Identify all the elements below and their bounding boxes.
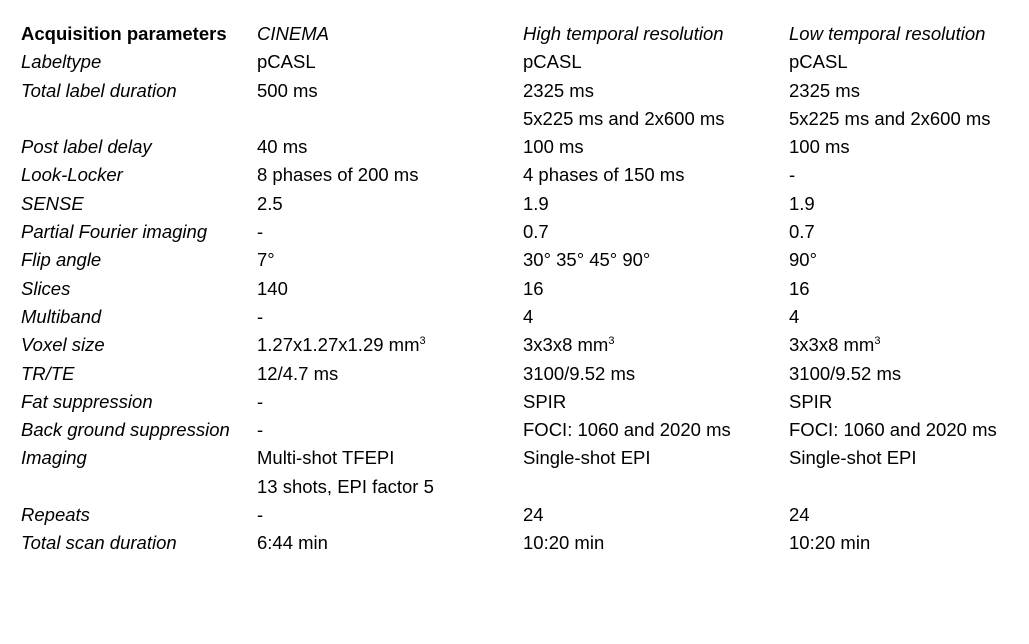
cell-line [789,529,1029,557]
cell-text: 7° [257,249,275,271]
cell-line [523,331,789,359]
cell-text: 30° 35° 45° 90° [523,249,651,271]
cell-text: SPIR [789,390,833,412]
row-label: Total scan duration [21,532,177,554]
table-cell [789,444,1029,501]
row-label: Voxel size [21,334,105,356]
cell-line [257,218,523,246]
cell-text: 10:20 min [523,532,605,554]
cell-text: 2325 ms [523,79,594,101]
cell-text: 2.5 [257,192,283,214]
cell-text: 140 [257,277,288,299]
table-row [21,416,1029,444]
table-cell [257,133,523,161]
table-cell [523,501,789,529]
cell-line [257,416,523,444]
cell-text: 4 phases of 150 ms [523,164,685,186]
cell-line [523,133,789,161]
cell-text: - [257,419,264,441]
table-cell [523,218,789,246]
cell-text: 16 [523,277,544,299]
row-label: Total label duration [21,79,177,101]
cell-line [789,331,1029,359]
table-cell [523,360,789,388]
cell-text: Single-shot EPI [523,447,651,469]
table-cell [257,444,523,501]
row-label: Flip angle [21,249,102,271]
cell-text: pCASL [523,51,582,73]
header-row [21,20,1029,48]
cell-text: 4 [789,305,800,327]
cell-text: 13 shots, EPI factor 5 [257,475,434,497]
cell-text: 6:44 min [257,532,328,554]
table-row [21,133,1029,161]
cell-line [523,444,789,472]
cell-text: 500 ms [257,79,318,101]
cell-text: 5x225 ms and 2x600 ms [523,107,725,129]
table-cell [523,444,789,501]
cell-line [523,218,789,246]
table-cell [257,246,523,274]
table-cell [257,416,523,444]
cell-text: 24 [523,504,544,526]
table-cell [789,303,1029,331]
table-cell [257,190,523,218]
table-cell [523,161,789,189]
table-row [21,161,1029,189]
cell-text: pCASL [257,51,316,73]
table-row [21,246,1029,274]
table-cell [789,529,1029,557]
cell-line [523,501,789,529]
cell-line [789,161,1029,189]
cell-text: 24 [789,504,810,526]
cell-line [257,331,523,359]
cell-text: 4 [523,305,534,327]
table-cell [789,360,1029,388]
unit-superscript: 3 [608,335,615,348]
row-label: Repeats [21,504,90,526]
header-low-temporal-resolution: Low temporal resolution [789,23,986,44]
cell-line [523,275,789,303]
cell-line [257,275,523,303]
table-cell [789,190,1029,218]
cell-text: FOCI: 1060 and 2020 ms [789,419,997,441]
header-high-temporal-resolution: High temporal resolution [523,23,724,44]
table-cell [257,331,523,359]
cell-text: 2325 ms [789,79,860,101]
cell-line [789,218,1029,246]
table-row [21,48,1029,76]
table-cell [789,77,1029,134]
cell-line [523,77,789,105]
cell-line [789,501,1029,529]
cell-text: Single-shot EPI [789,447,917,469]
cell-text: 3100/9.52 ms [523,362,636,384]
cell-text: 1.9 [789,192,815,214]
table-cell [257,303,523,331]
cell-line [257,77,523,105]
row-label: Labeltype [21,51,102,73]
cell-line [257,501,523,529]
cell-text: 1.9 [523,192,549,214]
cell-text: SPIR [523,390,567,412]
table-row [21,218,1029,246]
row-label: Back ground suppression [21,419,230,441]
table-cell [523,48,789,76]
cell-text: Multi-shot TFEPI [257,447,395,469]
cell-line [257,48,523,76]
row-label: Multiband [21,305,102,327]
cell-text: - [257,305,264,327]
cell-line [789,275,1029,303]
table-cell [789,501,1029,529]
cell-text: 0.7 [789,221,815,243]
cell-line [523,529,789,557]
table-cell [523,246,789,274]
table-cell [257,388,523,416]
table-row [21,77,1029,134]
cell-line [257,444,523,472]
cell-line [789,416,1029,444]
table-cell [257,218,523,246]
table-cell [789,161,1029,189]
header-acquisition-parameters: Acquisition parameters [21,23,227,44]
table-cell [523,331,789,359]
cell-line [257,303,523,331]
cell-line [257,473,523,501]
cell-text: - [257,221,264,243]
cell-line [789,48,1029,76]
cell-line [257,190,523,218]
cell-line [257,360,523,388]
cell-line [523,360,789,388]
cell-line [257,246,523,274]
table-cell [789,388,1029,416]
cell-text: 90° [789,249,817,271]
cell-line [789,133,1029,161]
parameters-table [21,20,1029,558]
cell-text: 16 [789,277,810,299]
cell-text: 3x3x8 mm [789,334,875,356]
table-cell [523,77,789,134]
table-row [21,190,1029,218]
table-cell [523,190,789,218]
table-cell [523,275,789,303]
cell-text: 100 ms [523,136,584,158]
table-cell [789,416,1029,444]
cell-text: 0.7 [523,221,549,243]
table-cell [257,77,523,134]
table-row [21,275,1029,303]
table-row [21,388,1029,416]
table-cell [789,275,1029,303]
table-row [21,303,1029,331]
cell-line [523,190,789,218]
table-row [21,529,1029,557]
table-cell [789,218,1029,246]
row-label: Imaging [21,447,87,469]
cell-line [523,246,789,274]
cell-text: 3x3x8 mm [523,334,609,356]
cell-line [523,48,789,76]
table-cell [789,246,1029,274]
table-cell [789,48,1029,76]
cell-text: FOCI: 1060 and 2020 ms [523,419,731,441]
cell-line [523,105,789,133]
row-label: Look-Locker [21,164,123,186]
cell-line [789,444,1029,472]
cell-text: - [257,390,264,412]
cell-text: - [789,164,796,186]
row-label: Partial Fourier imaging [21,221,208,243]
table-cell [523,303,789,331]
cell-line [257,388,523,416]
table-body [21,48,1029,557]
table-cell [523,529,789,557]
table-cell [257,360,523,388]
table-cell [257,275,523,303]
cell-line [523,416,789,444]
cell-line [789,303,1029,331]
table-cell [789,331,1029,359]
cell-text: 8 phases of 200 ms [257,164,419,186]
cell-line [789,105,1029,133]
table-cell [523,388,789,416]
table-cell [257,161,523,189]
cell-text: 5x225 ms and 2x600 ms [789,107,991,129]
cell-line [257,529,523,557]
cell-text: 40 ms [257,136,308,158]
cell-text: 1.27x1.27x1.29 mm [257,334,420,356]
table-row [21,501,1029,529]
cell-text: 12/4.7 ms [257,362,339,384]
row-label: Slices [21,277,71,299]
table-row [21,360,1029,388]
table-cell [523,416,789,444]
unit-superscript: 3 [419,335,426,348]
cell-line [523,161,789,189]
cell-line [789,360,1029,388]
row-label: TR/TE [21,362,75,384]
row-label: Fat suppression [21,390,153,412]
header-cinema: CINEMA [257,23,329,44]
cell-line [257,161,523,189]
cell-line [523,303,789,331]
cell-text: 3100/9.52 ms [789,362,902,384]
cell-line [789,190,1029,218]
table-row [21,331,1029,359]
cell-line [789,77,1029,105]
cell-text: - [257,504,264,526]
table-row [21,444,1029,501]
cell-line [523,388,789,416]
unit-superscript: 3 [874,335,881,348]
cell-line [257,133,523,161]
cell-line [789,246,1029,274]
table-cell [789,133,1029,161]
cell-text: pCASL [789,51,848,73]
cell-text: 100 ms [789,136,850,158]
table-cell [257,48,523,76]
table-cell [523,133,789,161]
row-label: Post label delay [21,136,152,158]
cell-text: 10:20 min [789,532,871,554]
cell-line [789,388,1029,416]
table-cell [257,501,523,529]
table-cell [257,529,523,557]
row-label: SENSE [21,192,84,214]
